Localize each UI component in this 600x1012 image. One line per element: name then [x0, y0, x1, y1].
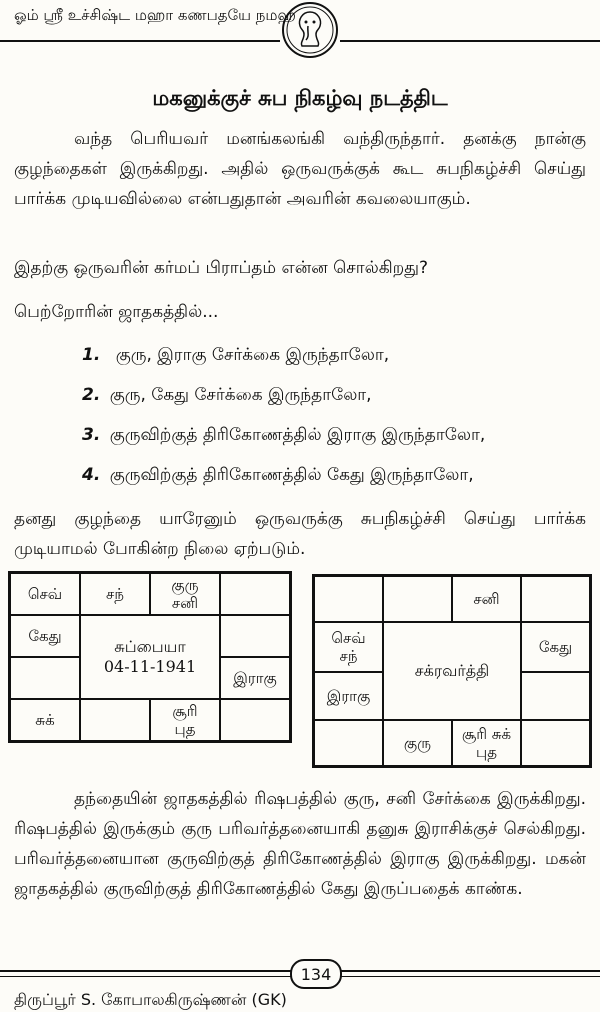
- chart-cell: [314, 576, 383, 622]
- condition-number: 4.: [82, 465, 101, 485]
- header-rule-right: [340, 40, 600, 42]
- ganesha-logo-icon: [280, 0, 340, 60]
- chart-cell: சனி: [452, 576, 521, 622]
- chart-center-date: 04-11-1941: [103, 657, 197, 676]
- chart-cell: கேது: [10, 615, 80, 657]
- chart-cell: குரு: [383, 720, 452, 766]
- chart-cell: [220, 573, 290, 615]
- chart-cell: [521, 720, 590, 766]
- chart-cell: செவ் சந்: [314, 622, 383, 672]
- horoscope-chart-father: [8, 571, 292, 743]
- page-title: மகனுக்குச் சுப நிகழ்வு நடத்திட: [152, 86, 448, 110]
- chart-center: [80, 615, 220, 699]
- chart-cell: [521, 672, 590, 720]
- paragraph-conclusion: தனது குழந்தை யாரேனும் ஒருவருக்கு சுபநிகழ்ச்சி செய்து பார்க்க முடியாமல் போகின்ற நிலை ஏற்படும்.: [14, 509, 586, 559]
- chart-cell: [314, 720, 383, 766]
- running-header: ஓம் ஸ்ரீ உச்சிஷ்ட மஹா கணபதயே நமஹ: [14, 6, 296, 24]
- chart-cell: இராகு: [314, 672, 383, 720]
- chart-cell: [383, 576, 452, 622]
- chart-cell: [220, 615, 290, 657]
- chart-center-name: சக்ரவர்த்தி: [414, 661, 490, 680]
- condition-number: 2.: [82, 385, 101, 405]
- condition-item: [82, 425, 485, 447]
- chart-cell: சூரி புத: [150, 699, 220, 741]
- footer-author: திருப்பூர் S. கோபாலகிருஷ்ணன் (GK): [14, 990, 287, 1009]
- chart-cell: செவ்: [10, 573, 80, 615]
- chart-cell: குரு சனி: [150, 573, 220, 615]
- chart-cell: [80, 699, 150, 741]
- condition-item: [82, 385, 372, 407]
- chart-cell: [521, 576, 590, 622]
- chart-center: [383, 622, 521, 720]
- condition-text: குருவிற்குத் திரிகோணத்தில் இராகு இருந்தாலோ,: [109, 425, 486, 445]
- chart-center-name: சுப்பையா: [114, 637, 186, 656]
- horoscope-chart-son: [312, 574, 592, 768]
- condition-text: குரு, இராகு சேர்க்கை இருந்தாலோ,: [115, 345, 390, 365]
- condition-item: [82, 465, 474, 487]
- chart-cell: சூரி சுக் புத: [452, 720, 521, 766]
- condition-text: குரு, கேது சேர்க்கை இருந்தாலோ,: [109, 385, 372, 405]
- paragraph-intro: வந்த பெரியவர் மனங்கலங்கி வந்திருந்தார். தனக்கு நான்கு குழந்தைகள் இருக்கிறது. அதில் ஒருவருக்குக் கூட சுபநிகழ்ச்சி செய்து பார்க்க முடியவில்லை என்பதுதான் அவரின் கவலையாகும்.: [14, 129, 586, 209]
- condition-number: 3.: [82, 425, 101, 445]
- page-number: 134: [290, 959, 342, 989]
- intro-line: பெற்றோரின் ஜாதகத்தில்...: [14, 302, 219, 322]
- chart-cell: சுக்: [10, 699, 80, 741]
- chart-cell: கேது: [521, 622, 590, 672]
- chart-cell: [10, 657, 80, 699]
- chart-cell: சந்: [80, 573, 150, 615]
- condition-text: குருவிற்குத் திரிகோணத்தில் கேது இருந்தாலோ,: [109, 465, 474, 485]
- paragraph-analysis: தந்தையின் ஜாதகத்தில் ரிஷபத்தில் குரு, சனி சேர்க்கை இருக்கிறது. ரிஷபத்தில் இருக்கும் குரு பரிவர்த்தனையாகி தனுசு இராசிக்குச் செல்கிறது. பரிவர்த்தனையான குருவிற்குத் திரிகோணத்தில் இராகு இருக்கிறது. மகன் ஜாதகத்தில் குருவிற்குத் திரிகோணத்தில் கேது இருப்பதைக் காண்க.: [14, 789, 586, 899]
- condition-item: [82, 345, 389, 367]
- header-rule: [0, 40, 280, 42]
- chart-cell: [220, 699, 290, 741]
- condition-number: 1.: [82, 345, 101, 365]
- chart-cell: இராகு: [220, 657, 290, 699]
- question-line: இதற்கு ஒருவரின் கர்மப் பிராப்தம் என்ன சொல்கிறது?: [14, 258, 428, 278]
